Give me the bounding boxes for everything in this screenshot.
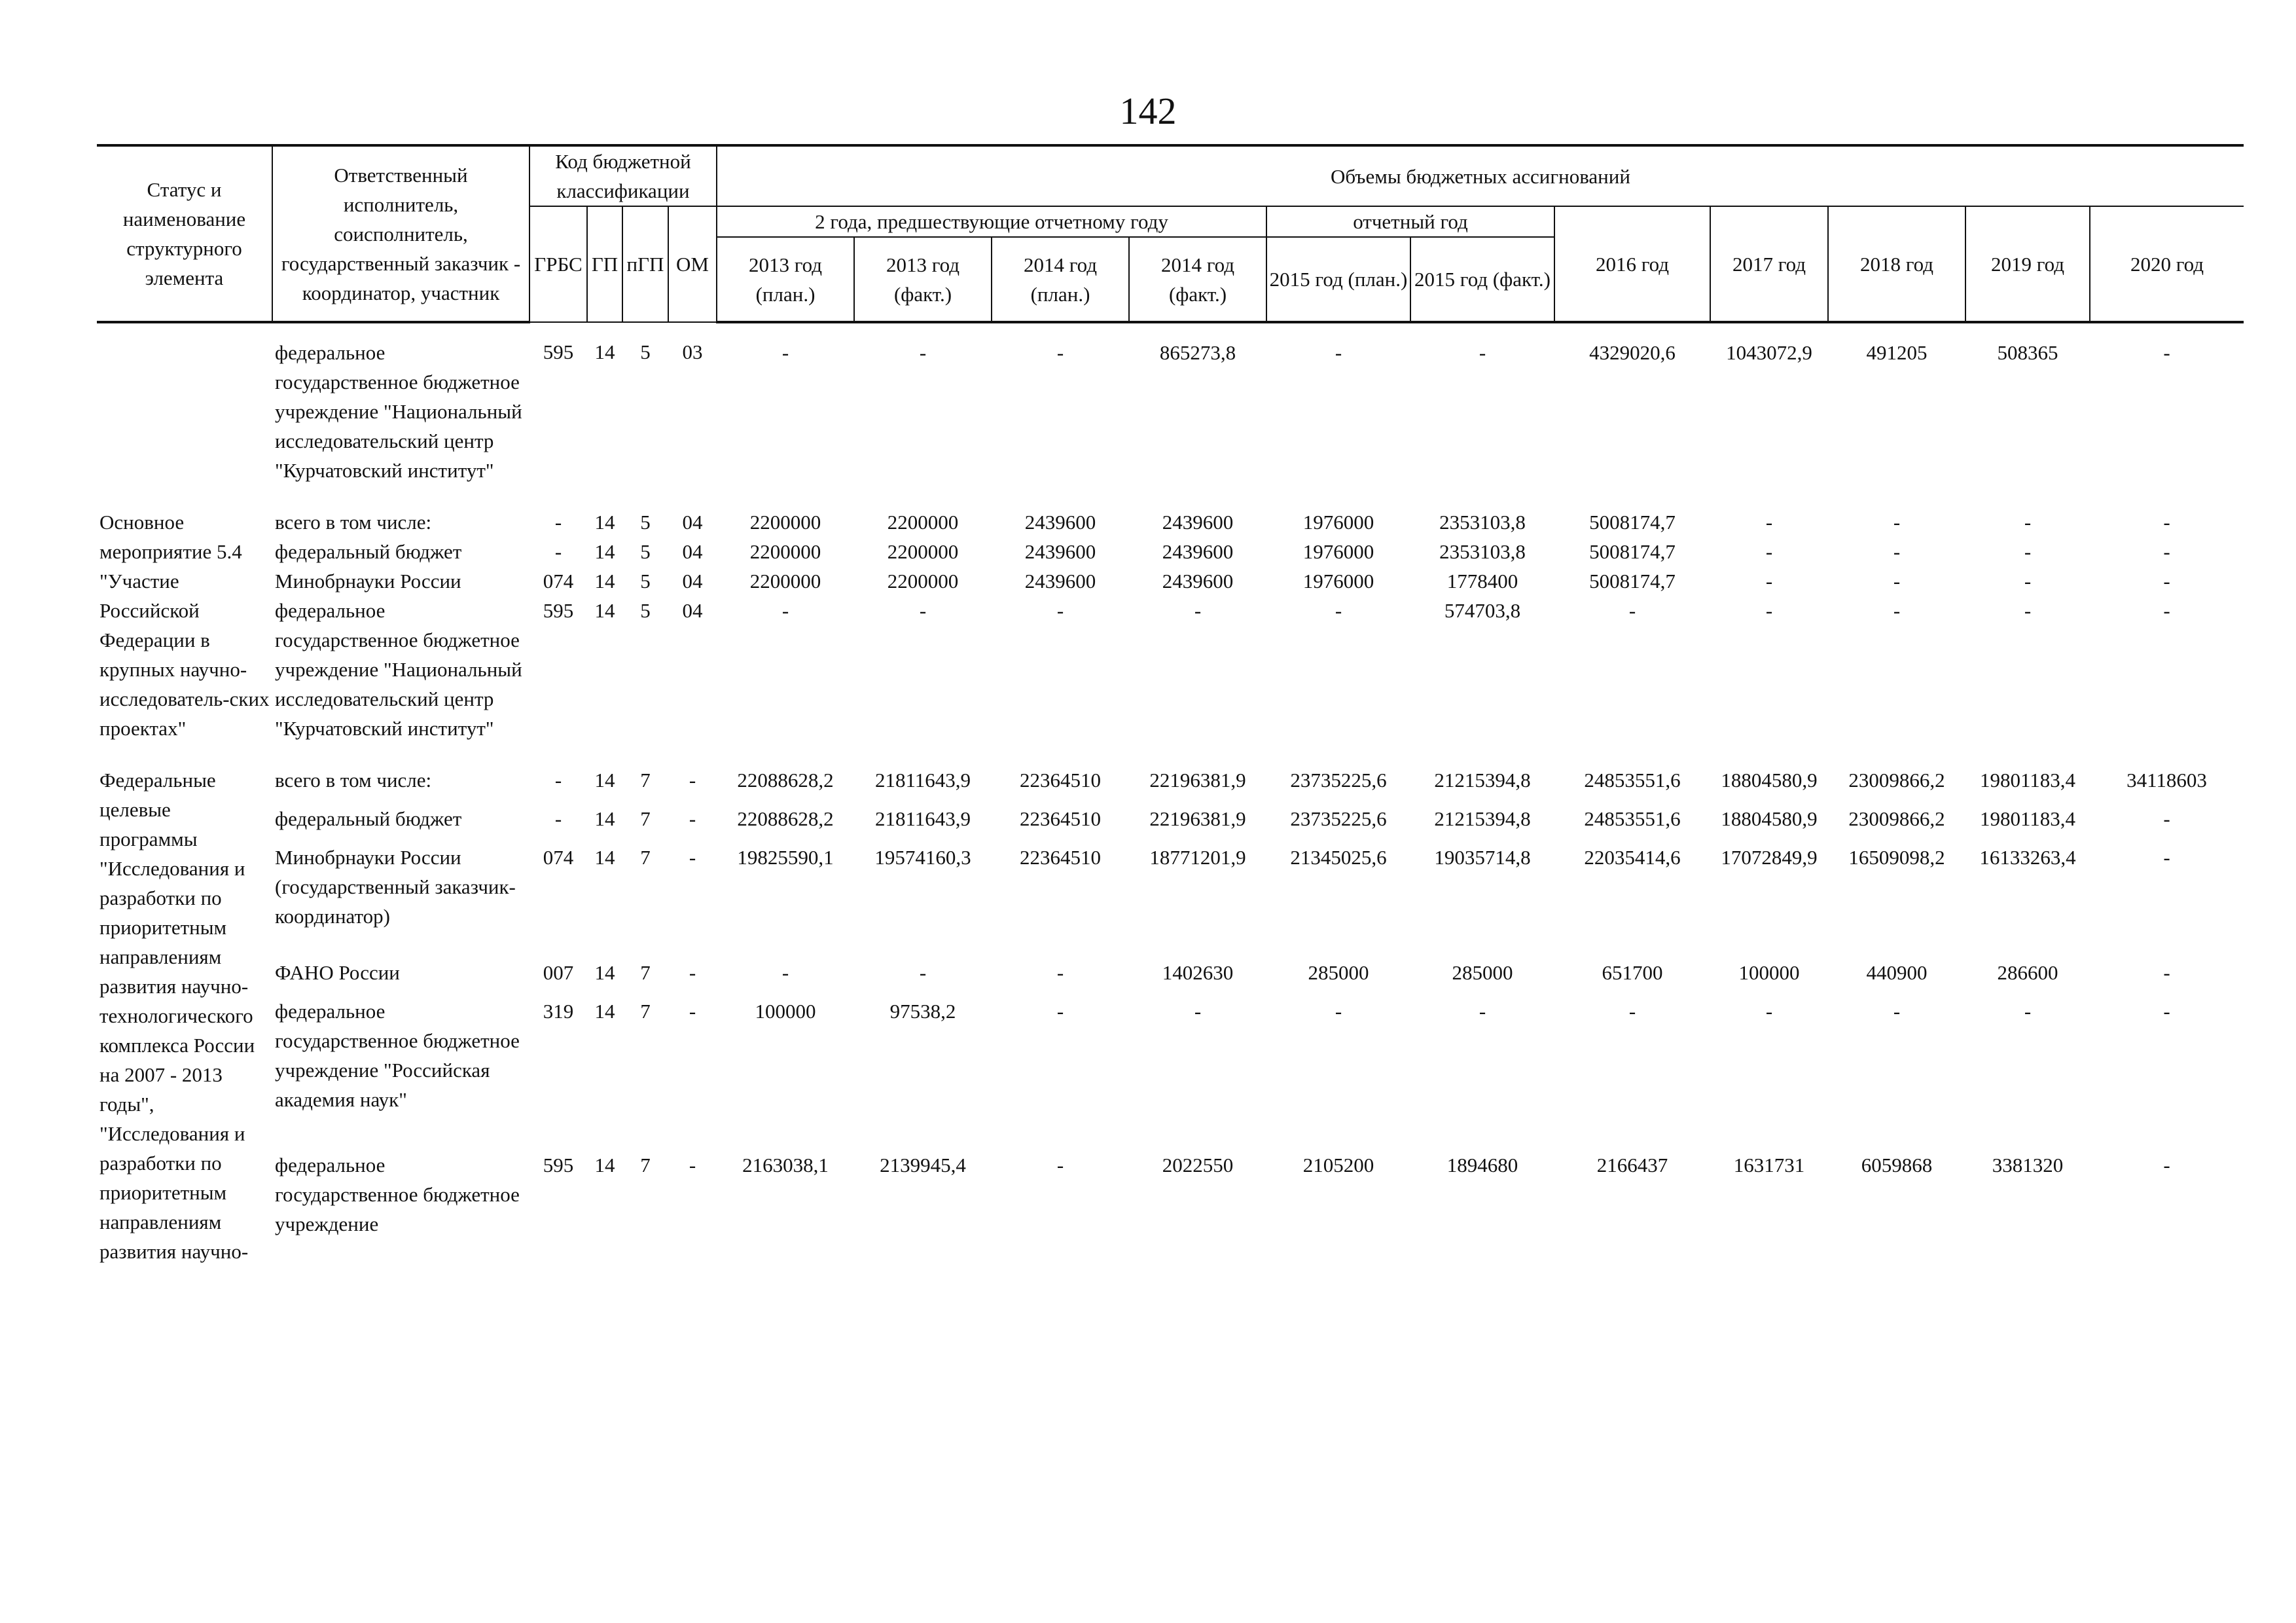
code-gp: 14 bbox=[594, 807, 615, 830]
budget-value: - bbox=[1765, 570, 1773, 593]
budget-value: 865273,8 bbox=[1159, 341, 1236, 364]
budget-value: - bbox=[1056, 1154, 1064, 1177]
budget-value: - bbox=[1479, 341, 1486, 364]
table-row bbox=[97, 596, 2244, 743]
budget-value: 1976000 bbox=[1302, 511, 1374, 534]
budget-value: - bbox=[2024, 570, 2032, 593]
row-executor: федеральное государственное бюджетное учреждение "Национальный исследовательский центр "Курчатовский институт" bbox=[275, 599, 522, 740]
budget-value: 34118603 bbox=[2126, 769, 2207, 792]
code-gp: 14 bbox=[594, 845, 615, 869]
code-pgp: 7 bbox=[640, 1154, 651, 1177]
table-row bbox=[97, 322, 2244, 485]
code-gp: 14 bbox=[594, 570, 615, 593]
header-year-2014-fact: 2014 год (факт.) bbox=[1129, 237, 1266, 322]
budget-value: - bbox=[781, 341, 789, 364]
budget-value: 1043072,9 bbox=[1726, 341, 1812, 364]
budget-value: 22196381,9 bbox=[1149, 769, 1246, 792]
code-grbs: - bbox=[554, 769, 562, 792]
table-row bbox=[97, 507, 2244, 537]
budget-value: 6059868 bbox=[1861, 1154, 1933, 1177]
code-om: 03 bbox=[682, 340, 703, 363]
page-number: 142 bbox=[1119, 90, 1177, 132]
budget-value: - bbox=[1893, 599, 1901, 622]
code-om: - bbox=[689, 961, 696, 985]
code-om: - bbox=[689, 1154, 696, 1177]
budget-value: 2439600 bbox=[1024, 511, 1096, 534]
budget-value: 1976000 bbox=[1302, 540, 1374, 563]
budget-value: 100000 bbox=[755, 1000, 816, 1023]
code-grbs: - bbox=[554, 511, 562, 534]
budget-value: 2200000 bbox=[887, 570, 959, 593]
code-om: 04 bbox=[682, 599, 703, 622]
row-executor: всего в том числе: bbox=[275, 769, 432, 792]
row-executor: федеральное государственное бюджетное учреждение bbox=[275, 1154, 520, 1236]
budget-value: - bbox=[1893, 540, 1901, 563]
budget-value: 23009866,2 bbox=[1848, 807, 1945, 830]
code-grbs: 595 bbox=[543, 1154, 574, 1177]
code-gp: 14 bbox=[594, 599, 615, 622]
code-grbs: - bbox=[554, 540, 562, 563]
budget-value: 2439600 bbox=[1024, 540, 1096, 563]
budget-value: 18804580,9 bbox=[1721, 769, 1818, 792]
header-code-pgp: пГП bbox=[622, 206, 668, 322]
code-om: - bbox=[689, 845, 696, 869]
budget-value: 2353103,8 bbox=[1439, 511, 1526, 534]
budget-table bbox=[97, 144, 2244, 1266]
header-year-2018: 2018 год bbox=[1828, 206, 1965, 322]
table-row bbox=[97, 996, 2244, 1150]
code-gp: 14 bbox=[594, 1154, 615, 1177]
budget-value: 18771201,9 bbox=[1149, 845, 1246, 869]
code-om: 04 bbox=[682, 511, 703, 534]
budget-value: 3381320 bbox=[1992, 1154, 2064, 1177]
budget-value: - bbox=[2024, 511, 2032, 534]
header-budget-volumes: Объемы бюджетных ассигнований bbox=[717, 145, 2244, 206]
budget-value: 574703,8 bbox=[1444, 599, 1521, 622]
budget-value: 23009866,2 bbox=[1848, 769, 1945, 792]
budget-value: 23735225,6 bbox=[1290, 807, 1387, 830]
budget-value: - bbox=[1335, 1000, 1342, 1023]
row-executor: Минобрнауки России (государственный заказчик-координатор) bbox=[275, 845, 516, 928]
budget-value: - bbox=[1194, 1000, 1202, 1023]
budget-value: - bbox=[1479, 1000, 1486, 1023]
budget-value: 22088628,2 bbox=[737, 769, 834, 792]
budget-value: 2022550 bbox=[1162, 1154, 1234, 1177]
budget-value: 651700 bbox=[1602, 961, 1663, 985]
row-spacer bbox=[97, 485, 2244, 507]
table-row bbox=[97, 958, 2244, 996]
header-code-om: ОМ bbox=[668, 206, 717, 322]
budget-value: - bbox=[1765, 540, 1773, 563]
budget-value: 19574160,3 bbox=[874, 845, 971, 869]
row-spacer bbox=[97, 743, 2244, 765]
budget-value: - bbox=[1893, 570, 1901, 593]
budget-value: 2439600 bbox=[1024, 570, 1096, 593]
budget-value: - bbox=[1765, 1000, 1773, 1023]
budget-value: - bbox=[781, 961, 789, 985]
budget-value: 19035714,8 bbox=[1434, 845, 1531, 869]
code-gp: 14 bbox=[594, 769, 615, 792]
budget-value: 19825590,1 bbox=[737, 845, 834, 869]
budget-value: 1778400 bbox=[1446, 570, 1518, 593]
code-gp: 14 bbox=[594, 511, 615, 534]
header-executor: Ответственный исполнитель, соисполнитель, государственный заказчик - координатор, участник bbox=[272, 145, 529, 322]
budget-value: 508365 bbox=[1997, 341, 2058, 364]
header-year-2014-plan: 2014 год (план.) bbox=[992, 237, 1129, 322]
spacer-cell bbox=[97, 485, 2244, 507]
budget-value: 286600 bbox=[1997, 961, 2058, 985]
row-executor: федеральный бюджет bbox=[275, 540, 462, 563]
budget-value: 100000 bbox=[1738, 961, 1800, 985]
code-pgp: 7 bbox=[640, 807, 651, 830]
budget-value: - bbox=[2163, 845, 2170, 869]
header-year-2016: 2016 год bbox=[1554, 206, 1710, 322]
budget-value: 22196381,9 bbox=[1149, 807, 1246, 830]
budget-value: - bbox=[1056, 599, 1064, 622]
row-executor: ФАНО России bbox=[275, 961, 400, 985]
code-gp: 14 bbox=[594, 540, 615, 563]
row-status bbox=[97, 322, 272, 485]
budget-value: - bbox=[2163, 807, 2170, 830]
budget-value: 1894680 bbox=[1446, 1154, 1518, 1177]
budget-value: 21811643,9 bbox=[874, 769, 971, 792]
table-row bbox=[97, 537, 2244, 566]
budget-value: - bbox=[919, 341, 927, 364]
budget-value: 2163038,1 bbox=[742, 1154, 829, 1177]
code-pgp: 5 bbox=[640, 570, 651, 593]
budget-value: - bbox=[1765, 599, 1773, 622]
spacer-cell bbox=[97, 743, 2244, 765]
row-executor: всего в том числе: bbox=[275, 511, 432, 534]
code-grbs: 007 bbox=[543, 961, 574, 985]
row-executor: федеральное государственное бюджетное учреждение "Национальный исследовательский центр "Курчатовский институт" bbox=[275, 341, 522, 482]
code-pgp: 5 bbox=[640, 540, 651, 563]
budget-value: - bbox=[1335, 341, 1342, 364]
table-row bbox=[97, 765, 2244, 804]
code-pgp: 7 bbox=[640, 1000, 651, 1023]
budget-value: - bbox=[1628, 599, 1636, 622]
budget-value: 2200000 bbox=[887, 540, 959, 563]
budget-value: 5008174,7 bbox=[1589, 511, 1676, 534]
row-status: Основное мероприятие 5.4 "Участие Российской Федерации в крупных научно-исследователь-ских проектах" bbox=[99, 511, 270, 740]
code-pgp: 7 bbox=[640, 845, 651, 869]
budget-value: 19801183,4 bbox=[1979, 769, 2076, 792]
budget-value: - bbox=[781, 599, 789, 622]
budget-value: 17072849,9 bbox=[1721, 845, 1818, 869]
budget-value: 1976000 bbox=[1302, 570, 1374, 593]
budget-value: 2200000 bbox=[887, 511, 959, 534]
budget-value: 22364510 bbox=[1020, 845, 1101, 869]
budget-value: - bbox=[2024, 1000, 2032, 1023]
header-year-2013-plan: 2013 год (план.) bbox=[717, 237, 854, 322]
code-grbs: 074 bbox=[543, 570, 574, 593]
header-code-grbs: ГРБС bbox=[529, 206, 587, 322]
code-gp: 14 bbox=[594, 1000, 615, 1023]
budget-value: - bbox=[2163, 341, 2170, 364]
budget-value: - bbox=[919, 599, 927, 622]
code-gp: 14 bbox=[594, 340, 615, 363]
budget-value: - bbox=[2163, 599, 2170, 622]
budget-value: 2353103,8 bbox=[1439, 540, 1526, 563]
code-om: - bbox=[689, 807, 696, 830]
budget-value: - bbox=[1893, 511, 1901, 534]
header-status: Статус и наименование структурного элемента bbox=[97, 145, 272, 322]
budget-value: - bbox=[2163, 1000, 2170, 1023]
header-reporting-year: отчетный год bbox=[1266, 206, 1554, 237]
budget-value: 18804580,9 bbox=[1721, 807, 1818, 830]
budget-value: 22364510 bbox=[1020, 769, 1101, 792]
budget-value: 440900 bbox=[1866, 961, 1928, 985]
budget-value: 491205 bbox=[1866, 341, 1928, 364]
table-row bbox=[97, 1150, 2244, 1266]
budget-value: - bbox=[1194, 599, 1202, 622]
code-om: - bbox=[689, 769, 696, 792]
budget-value: - bbox=[1056, 961, 1064, 985]
budget-value: - bbox=[1056, 1000, 1064, 1023]
budget-value: - bbox=[1765, 511, 1773, 534]
budget-value: 2200000 bbox=[749, 570, 821, 593]
budget-value: 1402630 bbox=[1162, 961, 1234, 985]
header-year-2019: 2019 год bbox=[1965, 206, 2090, 322]
code-om: - bbox=[689, 1000, 696, 1023]
code-pgp: 7 bbox=[640, 961, 651, 985]
header-year-2015-plan: 2015 год (план.) bbox=[1266, 237, 1410, 322]
code-pgp: 5 bbox=[640, 599, 651, 622]
budget-value: - bbox=[2024, 599, 2032, 622]
budget-value: 2439600 bbox=[1162, 511, 1234, 534]
budget-value: 24853551,6 bbox=[1584, 807, 1681, 830]
code-grbs: - bbox=[554, 807, 562, 830]
budget-value: 16509098,2 bbox=[1848, 845, 1945, 869]
header-year-2015-fact: 2015 год (факт.) bbox=[1410, 237, 1554, 322]
table-body bbox=[97, 322, 2244, 1266]
budget-value: 2439600 bbox=[1162, 570, 1234, 593]
budget-value: 285000 bbox=[1308, 961, 1369, 985]
code-om: 04 bbox=[682, 540, 703, 563]
code-pgp: 5 bbox=[640, 511, 651, 534]
budget-value: - bbox=[2163, 1154, 2170, 1177]
code-pgp: 5 bbox=[640, 340, 651, 363]
budget-value: 21811643,9 bbox=[874, 807, 971, 830]
budget-value: - bbox=[1893, 1000, 1901, 1023]
budget-value: 24853551,6 bbox=[1584, 769, 1681, 792]
budget-value: 2166437 bbox=[1596, 1154, 1668, 1177]
budget-value: 2200000 bbox=[749, 511, 821, 534]
row-executor: федеральное государственное бюджетное учреждение "Российская академия наук" bbox=[275, 1000, 520, 1112]
budget-value: 5008174,7 bbox=[1589, 540, 1676, 563]
budget-value: 23735225,6 bbox=[1290, 769, 1387, 792]
header-year-2020: 2020 год bbox=[2090, 206, 2244, 322]
budget-value: - bbox=[2163, 511, 2170, 534]
table-row bbox=[97, 804, 2244, 843]
code-grbs: 595 bbox=[543, 599, 574, 622]
budget-value: 21215394,8 bbox=[1434, 769, 1531, 792]
budget-value: - bbox=[2163, 961, 2170, 985]
budget-value: 16133263,4 bbox=[1979, 845, 2076, 869]
budget-value: - bbox=[1056, 341, 1064, 364]
header-year-2013-fact: 2013 год (факт.) bbox=[854, 237, 992, 322]
budget-value: 22035414,6 bbox=[1584, 845, 1681, 869]
header-budget-code: Код бюджетной классификации bbox=[529, 145, 717, 206]
budget-value: 2139945,4 bbox=[880, 1154, 966, 1177]
row-executor: федеральный бюджет bbox=[275, 807, 462, 830]
header-year-2017: 2017 год bbox=[1710, 206, 1828, 322]
budget-value: 2105200 bbox=[1302, 1154, 1374, 1177]
budget-value: 19801183,4 bbox=[1979, 807, 2076, 830]
budget-value: 21215394,8 bbox=[1434, 807, 1531, 830]
code-gp: 14 bbox=[594, 961, 615, 985]
code-pgp: 7 bbox=[640, 769, 651, 792]
budget-value: 2200000 bbox=[749, 540, 821, 563]
budget-value: - bbox=[919, 961, 927, 985]
header-two-years-prior: 2 года, предшествующие отчетному году bbox=[717, 206, 1266, 237]
row-executor: Минобрнауки России bbox=[275, 570, 461, 593]
budget-value: 21345025,6 bbox=[1290, 845, 1387, 869]
budget-value: 97538,2 bbox=[889, 1000, 956, 1023]
budget-value: - bbox=[1335, 599, 1342, 622]
code-om: 04 bbox=[682, 570, 703, 593]
budget-value: 22088628,2 bbox=[737, 807, 834, 830]
code-grbs: 319 bbox=[543, 1000, 574, 1023]
header-code-gp: ГП bbox=[587, 206, 622, 322]
table-row bbox=[97, 566, 2244, 596]
code-grbs: 595 bbox=[543, 340, 574, 363]
budget-value: 285000 bbox=[1452, 961, 1513, 985]
budget-value: - bbox=[1628, 1000, 1636, 1023]
table-row bbox=[97, 843, 2244, 958]
budget-value: - bbox=[2163, 540, 2170, 563]
row-status: Федеральные целевые программы "Исследования и разработки по приоритетным направлениям развития научно-технологического комплекса России на 2007 - 2013 годы", "Исследования и разработки по приоритетным направлениям развития научно- bbox=[99, 769, 255, 1263]
budget-value: - bbox=[2163, 570, 2170, 593]
budget-value: 2439600 bbox=[1162, 540, 1234, 563]
budget-value: 4329020,6 bbox=[1589, 341, 1676, 364]
budget-value: 5008174,7 bbox=[1589, 570, 1676, 593]
budget-value: 22364510 bbox=[1020, 807, 1101, 830]
budget-value: - bbox=[2024, 540, 2032, 563]
code-grbs: 074 bbox=[543, 845, 574, 869]
budget-value: 1631731 bbox=[1733, 1154, 1805, 1177]
